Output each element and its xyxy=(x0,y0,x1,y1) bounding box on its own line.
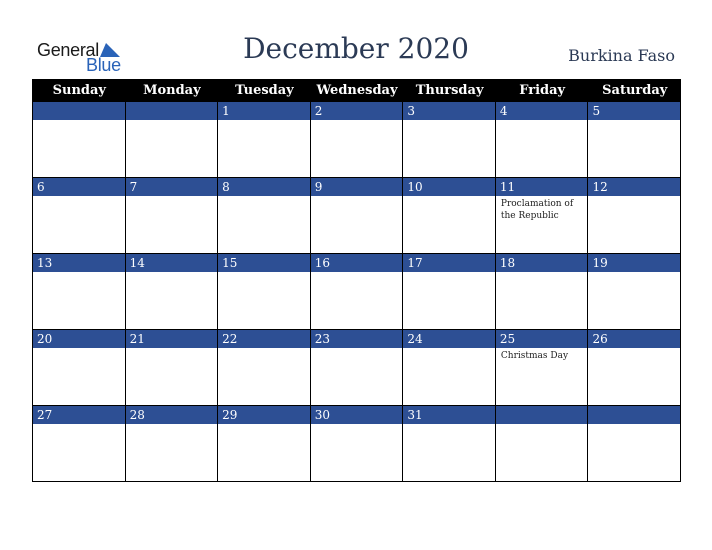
week-row xyxy=(33,102,681,178)
holiday-label xyxy=(33,272,125,274)
day-cell xyxy=(126,178,219,254)
day-number: 19 xyxy=(588,254,680,272)
day-cell xyxy=(33,178,126,254)
holiday-label xyxy=(311,120,403,122)
day-number: 13 xyxy=(33,254,125,272)
weekday-header-row xyxy=(33,80,681,102)
day-cell xyxy=(311,178,404,254)
day-cell xyxy=(403,330,496,406)
day-cell xyxy=(496,406,589,482)
day-number: 24 xyxy=(403,330,495,348)
day-cell xyxy=(218,102,311,178)
holiday-label xyxy=(218,196,310,198)
holiday-label xyxy=(33,348,125,350)
day-cell xyxy=(311,254,404,330)
day-cell xyxy=(588,406,681,482)
day-cell xyxy=(218,330,311,406)
day-number: 23 xyxy=(311,330,403,348)
day-number: 30 xyxy=(311,406,403,424)
day-number: 18 xyxy=(496,254,588,272)
holiday-label xyxy=(403,348,495,350)
day-cell xyxy=(496,178,589,254)
day-cell xyxy=(126,254,219,330)
day-number: 27 xyxy=(33,406,125,424)
holiday-label xyxy=(218,272,310,274)
day-cell xyxy=(403,178,496,254)
week-row xyxy=(33,178,681,254)
day-cell xyxy=(33,406,126,482)
day-cell xyxy=(496,102,589,178)
day-number xyxy=(496,406,588,424)
holiday-label xyxy=(126,272,218,274)
calendar-grid xyxy=(32,79,681,482)
holiday-label xyxy=(126,348,218,350)
holiday-label xyxy=(588,348,680,350)
day-number: 2 xyxy=(311,102,403,120)
holiday-label xyxy=(33,424,125,426)
day-number: 3 xyxy=(403,102,495,120)
weekday-thursday: Thursday xyxy=(415,83,484,98)
holiday-label xyxy=(496,424,588,426)
day-number: 17 xyxy=(403,254,495,272)
weekday-sunday: Sunday xyxy=(52,83,106,98)
day-number: 25 xyxy=(496,330,588,348)
day-number: 8 xyxy=(218,178,310,196)
weekday-tuesday: Tuesday xyxy=(235,83,294,98)
day-number: 21 xyxy=(126,330,218,348)
day-cell xyxy=(403,102,496,178)
day-cell xyxy=(403,406,496,482)
holiday-label xyxy=(588,424,680,426)
holiday-label xyxy=(403,196,495,198)
day-number: 22 xyxy=(218,330,310,348)
day-cell xyxy=(33,254,126,330)
holiday-label: Christmas Day xyxy=(500,351,569,361)
holiday-label xyxy=(588,196,680,198)
day-cell xyxy=(311,406,404,482)
holiday-label xyxy=(126,120,218,122)
logo-blue-text: Blue xyxy=(86,55,121,75)
weekday-wednesday: Wednesday xyxy=(316,83,398,98)
day-number: 10 xyxy=(403,178,495,196)
day-cell xyxy=(588,330,681,406)
day-number: 4 xyxy=(496,102,588,120)
country-name: Burkina Faso xyxy=(568,46,675,65)
day-number: 20 xyxy=(33,330,125,348)
week-row xyxy=(33,254,681,330)
day-number: 5 xyxy=(588,102,680,120)
holiday-label xyxy=(496,272,588,274)
day-cell xyxy=(311,102,404,178)
holiday-label xyxy=(403,272,495,274)
day-number: 28 xyxy=(126,406,218,424)
day-number: 1 xyxy=(218,102,310,120)
day-number: 9 xyxy=(311,178,403,196)
weekday-saturday: Saturday xyxy=(602,83,668,98)
holiday-label xyxy=(33,196,125,198)
day-number: 6 xyxy=(33,178,125,196)
holiday-label xyxy=(126,196,218,198)
day-cell xyxy=(126,102,219,178)
day-cell xyxy=(126,406,219,482)
day-cell xyxy=(588,254,681,330)
holiday-label xyxy=(311,424,403,426)
day-number: 31 xyxy=(403,406,495,424)
day-number: 11 xyxy=(496,178,588,196)
day-number xyxy=(126,102,218,120)
day-cell xyxy=(33,102,126,178)
day-number: 16 xyxy=(311,254,403,272)
day-cell xyxy=(218,178,311,254)
logo-general-text: General xyxy=(37,40,99,60)
day-number: 29 xyxy=(218,406,310,424)
day-number: 14 xyxy=(126,254,218,272)
day-cell xyxy=(403,254,496,330)
day-number: 12 xyxy=(588,178,680,196)
week-row xyxy=(33,330,681,406)
day-number: 26 xyxy=(588,330,680,348)
weekday-friday: Friday xyxy=(519,83,566,98)
day-cell xyxy=(311,330,404,406)
holiday-label xyxy=(218,120,310,122)
holiday-label xyxy=(126,424,218,426)
holiday-label xyxy=(403,424,495,426)
day-cell xyxy=(588,102,681,178)
page-title: December 2020 xyxy=(243,32,469,65)
holiday-label xyxy=(311,348,403,350)
day-cell xyxy=(126,330,219,406)
holiday-label xyxy=(403,120,495,122)
holiday-label xyxy=(496,120,588,122)
day-cell xyxy=(588,178,681,254)
week-row xyxy=(33,406,681,482)
holiday-label xyxy=(218,424,310,426)
day-number: 7 xyxy=(126,178,218,196)
day-number xyxy=(33,102,125,120)
holiday-label xyxy=(311,272,403,274)
holiday-label xyxy=(588,120,680,122)
holiday-label xyxy=(218,348,310,350)
day-cell xyxy=(33,330,126,406)
holiday-label xyxy=(33,120,125,122)
day-cell xyxy=(496,330,589,406)
day-number xyxy=(588,406,680,424)
day-cell xyxy=(218,406,311,482)
weekday-monday: Monday xyxy=(143,83,201,98)
holiday-label xyxy=(311,196,403,198)
day-number: 15 xyxy=(218,254,310,272)
day-cell xyxy=(218,254,311,330)
day-cell xyxy=(496,254,589,330)
holiday-label: Proclamation of the Republic xyxy=(500,199,574,221)
holiday-label xyxy=(588,272,680,274)
